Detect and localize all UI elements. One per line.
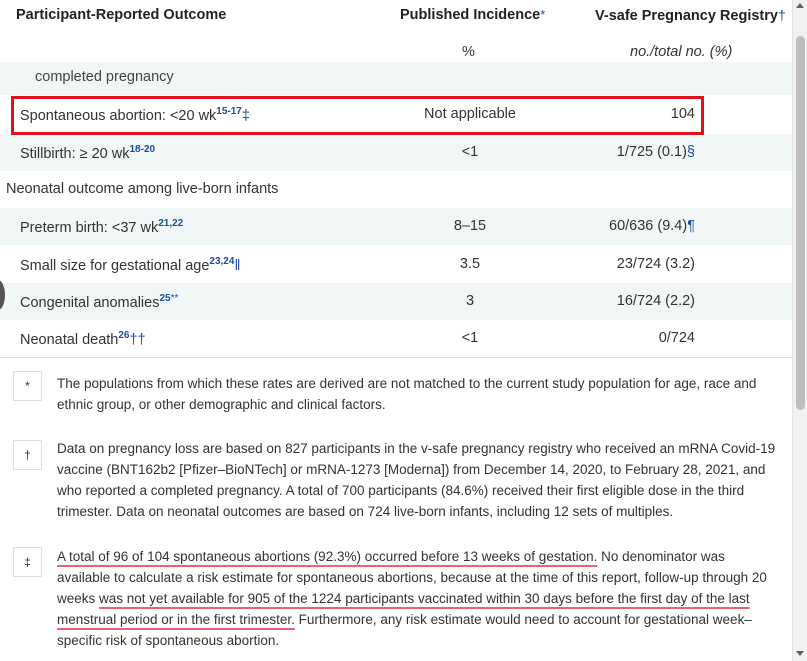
footnote-link-section[interactable]: § (686, 144, 695, 160)
table-row-neonatal-death (0, 320, 792, 357)
reference-link[interactable]: 15-17 (216, 106, 242, 117)
reference-link[interactable]: 23,24 (209, 256, 235, 267)
registry-cell (560, 144, 695, 160)
reference-link[interactable]: 25 (159, 293, 171, 304)
underlined-text: A total of 96 of 104 spontaneous abortions (92.3%) occurred before 13 weeks of gestation. (57, 549, 598, 564)
registry-cell (560, 218, 695, 234)
scroll-down-arrow-icon[interactable] (796, 651, 804, 656)
footnote-text: The populations from which these rates are derived are not matched to the current study population for age, race and ethnic group, or other demographic and clinical factors. (57, 376, 757, 412)
outcome-label: Congenital anomalies (20, 294, 160, 311)
scroll-up-arrow-icon[interactable] (796, 3, 804, 8)
partial-row-text: completed pregnancy (35, 69, 174, 85)
header-unit-count: no./total no. (%) (630, 44, 733, 60)
footnote-text (57, 546, 779, 651)
scrollbar-thumb[interactable] (796, 36, 805, 410)
footnote-link-dagger[interactable]: † (777, 7, 786, 23)
reference-link[interactable]: 21,22 (158, 218, 184, 229)
footnote-link-pilcrow[interactable]: ¶ (687, 218, 695, 234)
footnote-link-ddagger[interactable]: ‡ (241, 107, 250, 124)
header-outcome: Participant-Reported Outcome (16, 7, 227, 23)
incidence-cell: 3 (465, 293, 475, 309)
section-row-neonatal (0, 171, 792, 208)
outcome-label: Neonatal death (20, 331, 119, 348)
annotation-highlight-box (11, 96, 704, 135)
outcome-label: Preterm birth: <37 wk (20, 219, 159, 236)
outcome-cell (20, 256, 240, 274)
outcome-label: Small size for gestational age (20, 257, 210, 274)
section-label: Neonatal outcome among live-born infants (6, 181, 279, 197)
outcome-cell (20, 144, 155, 162)
incidence-cell: Not applicable (424, 106, 516, 122)
footnote-text: Data on pregnancy loss are based on 827 participants in the v-safe pregnancy registry who received an mRNA Covid-19 vaccine (BNT162b2 [Pfizer–BioNTech] or mRNA-1273 [Moderna]) from December 14, 2020, to February 28, 2021, and who reported a completed pregnancy. A total of 700 participants (84.6%) received their first eligible dose in the third trimester. Data on neonatal outcomes are based on 724 live-born infants, including 12 sets of multiples. (57, 441, 776, 519)
footnote-symbol: * (13, 371, 42, 401)
vertical-scrollbar[interactable] (792, 0, 807, 661)
footnote-text-part: No denominator was available to calculate a risk estimate for spontaneous abortions, because at the time of this report, follow-up through 20 weeks (57, 549, 767, 606)
table-row-congenital-anomalies (0, 283, 792, 320)
header-vsafe-registry (595, 7, 786, 24)
table-row-preterm-birth (0, 208, 792, 245)
incidence-cell: 3.5 (459, 256, 481, 272)
incidence-cell: <1 (461, 330, 479, 346)
header-published-incidence (400, 7, 545, 23)
footnote-link-double-dagger[interactable]: †† (129, 331, 146, 348)
header-vsafe-registry-label: V-safe Pregnancy Registry (595, 8, 778, 24)
header-unit-percent: % (462, 44, 475, 60)
registry-cell: 104 (670, 106, 695, 122)
footnote-link-double-bar[interactable]: ‖ (234, 257, 241, 274)
reference-link[interactable]: 18-20 (129, 144, 156, 155)
registry-cell: 0/724 (658, 330, 695, 346)
footnote-text-part: Furthermore, any risk estimate would need to account for gestational week–specific risk of spontaneous abortion. (57, 612, 752, 648)
header-published-incidence-label: Published Incidence (400, 7, 541, 23)
registry-cell: 16/724 (2.2) (616, 293, 695, 309)
registry-value: 60/636 (9.4) (609, 218, 688, 234)
table-header (0, 0, 792, 70)
registry-cell: 23/724 (3.2) (616, 256, 695, 272)
partial-row (0, 62, 792, 95)
incidence-cell: <1 (461, 144, 479, 160)
table-row-stillbirth (0, 134, 792, 171)
outcome-cell (20, 218, 183, 236)
reference-link[interactable]: 26 (118, 330, 130, 341)
footnote-link-star[interactable]: * (540, 7, 546, 22)
table-divider (0, 357, 792, 358)
footnote-link-double-star[interactable]: ** (170, 293, 179, 304)
underlined-text: was not yet available for 905 of the 1224 participants vaccinated within 30 days before the first day of the last menstrual period or in the first trimester. (57, 591, 750, 627)
registry-value: 1/725 (0.1) (616, 144, 687, 160)
outcome-label: Stillbirth: ≥ 20 wk (20, 145, 130, 162)
incidence-cell: 8–15 (453, 218, 487, 234)
footnote-symbol: † (13, 440, 42, 470)
outcome-cell (20, 293, 178, 311)
footnote-symbol: ‡ (13, 547, 42, 577)
table-row-small-size (0, 246, 792, 283)
outcome-cell (20, 330, 146, 348)
outcome-label: Spontaneous abortion: <20 wk (20, 107, 217, 124)
